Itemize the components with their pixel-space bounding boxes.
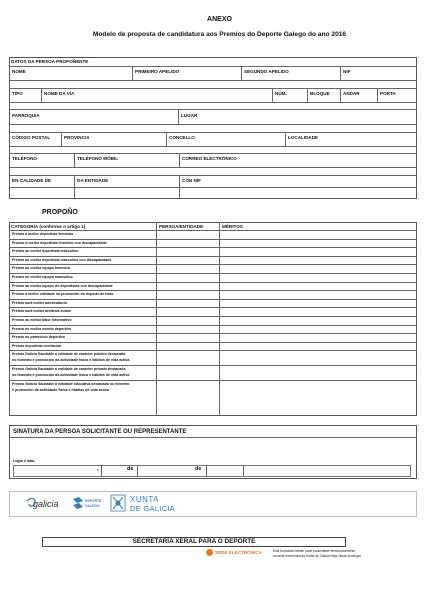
category-label: Premio ao mellor equipo de deportistas con discapacidade [12,283,113,288]
deporte-galego-text-1: DEPORTE [85,499,102,503]
category-label: Premio ao patrocinio deportivo [12,335,66,340]
date-de-1: de [127,466,134,472]
category-label: Premio ao mellor evento deportivo [12,326,72,331]
category-row [9,365,417,380]
label-mobile: TELÉFONO MÓBIL [77,156,119,161]
category-label: Premio ao mellor equipo feminino [12,266,70,271]
annex-title: ANEXO [207,16,232,23]
label-phone: TELÉFONO [12,156,38,161]
category-label: no fomento e promoción da actividade física e hábitos de vida activa [12,357,130,362]
label-council: CONCELLO [169,135,195,140]
category-row [9,350,417,365]
sede-icon [206,549,213,556]
label-province: PROVINCIA [64,135,90,140]
propose-heading: PROPOÑO [42,209,78,216]
category-row [9,380,417,395]
xunta-text-1: XUNTA [130,495,160,504]
category-row [9,230,417,239]
label-postcode: CÓDIGO POSTAL [12,135,51,140]
col-person-entity: PERSOA/ENTIDADE [159,224,204,229]
category-label: Premio ao/á mellor adestrador/a [12,300,67,305]
category-label: no fomento e promoción da actividade física e hábitos de vida activa [12,372,130,377]
sede-label[interactable]: SEDE ELECTRÓNICA [215,550,262,555]
category-row [9,325,417,334]
label-name: NOME [12,69,26,74]
label-block: BLOQUE [310,91,330,96]
xunta-logo [110,494,127,519]
category-row [9,247,417,256]
label-locality: LOCALIDADE [288,135,319,140]
label-email: CORREO ELECTRÓNICO [182,156,237,161]
label-entity-nif: CON NIF [182,178,201,183]
category-row [9,307,417,316]
proposer-section-title: DATOS DA PERSOA PROPOÑENTE [11,59,89,64]
form-title: Modelo de proposta de candidatura aos Premios do Deporte Galego do ano 2016 [92,31,347,38]
category-label: Premio Galicia Saudable á entidade de carácter público destacada [12,352,126,357]
category-row [9,256,417,265]
galicia-logo-text: galicia [33,499,59,509]
label-street: NOME DA VÍA [44,91,75,96]
label-door: PORTA [380,91,396,96]
category-label: Premio ó mellor deportista feminino con discapacidade [12,240,107,245]
category-row [9,333,417,342]
category-row [9,264,417,273]
label-entity: DA ENTIDADE [77,178,109,183]
sede-note-2: na sede electrónica da Xunta de Galicia https://sede.xunta.gal [273,554,361,558]
category-row [9,282,417,291]
label-first-surname: PRIMEIRO APELIDO [135,69,180,74]
category-label: Premio Galicia Saudable á entidade educativa destacada no fomento [12,382,130,387]
category-row [9,239,417,248]
category-label: Premio ao mellor labor informativo [12,318,72,322]
category-row [9,273,417,282]
category-row [9,342,417,351]
category-label: Premio ao/á mellor árbitro/a xuíz/a [12,309,71,314]
label-place: LUGAR [181,113,198,118]
place-date-field[interactable] [13,465,411,477]
label-floor: ANDAR [343,91,360,96]
signature-title: SINATURA DA PERSOA SOLICITANTE OU REPRESENTANTE [13,429,187,435]
deporte-galego-icon [71,496,85,512]
category-row [9,299,417,308]
category-row [9,290,417,299]
deporte-galego-logo [71,496,85,517]
label-capacity: EN CALIDADE DE [12,178,52,183]
category-label: Premio Galicia Saudable á entidade de carácter privado destacada [12,367,126,372]
category-label: e promoción da actividade física e hábitos de vida activa [12,387,109,392]
category-label: Premio á mellor deportista feminina [12,232,74,236]
category-row [9,316,417,325]
proposer-section [9,57,417,199]
secretaria-text: SECRETARÍA XERAL PARA O DEPORTE [132,538,256,545]
place-date-label: Lugar e data [13,459,35,463]
xunta-text-2: DE GALICIA [130,504,176,513]
category-label: Premio ao mellor equipo masculino [12,275,73,279]
label-number: NÚM. [275,91,287,96]
sede-note-1: Este formulario tamén pode presentarse electronicamente [273,549,356,553]
col-merits: MÉRITOS [222,224,243,229]
xunta-shield-icon [110,494,127,514]
category-label: Premio á mellor entidade na promoción do deporte de base [12,292,114,297]
label-type: TIPO [12,91,23,96]
label-parish: PARROQUIA [12,113,40,118]
label-second-surname: SEGUNDO APELIDO [244,69,289,74]
date-de-2: de [195,466,202,472]
date-comma: , [97,466,99,472]
label-nif: NIF [343,69,351,74]
category-label: Premio deportista revelación [12,343,62,348]
category-label: Premio ao mellor deportista masculino [12,249,79,254]
col-category: CATEGORÍA (conforme o artigo 1) [11,224,86,229]
deporte-galego-text-2: GALEGO [85,504,100,508]
category-label: Premio ao mellor deportista masculino con discapacidade [12,257,112,262]
